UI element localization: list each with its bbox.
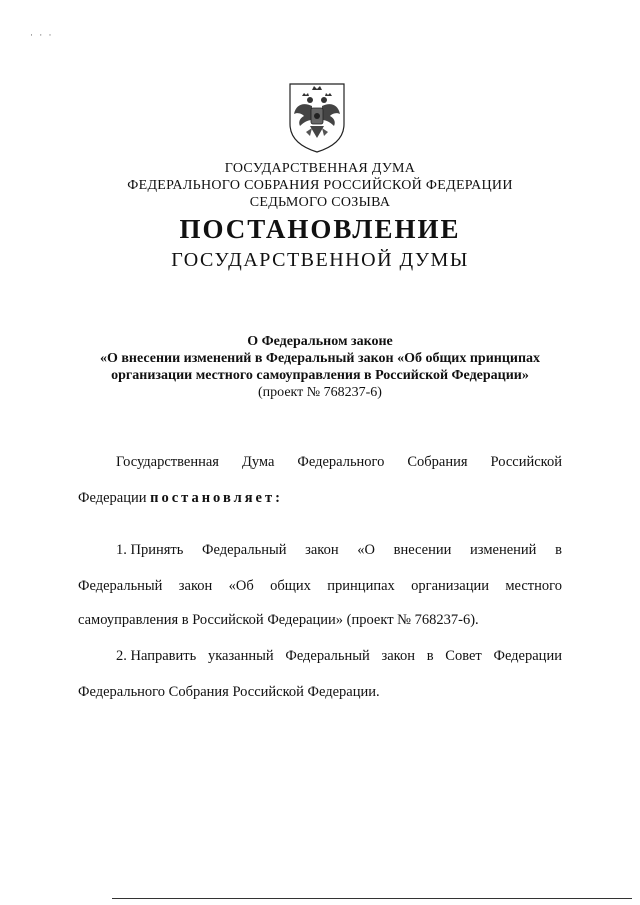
subject-project-number: (проект № 768237-6) xyxy=(258,385,382,400)
item1-line-3: самоуправления в Российской Федерации» (проект № 768237-6). xyxy=(78,612,479,628)
subject-line-1: О Федеральном законе xyxy=(247,334,393,349)
issuer-line-2: ФЕДЕРАЛЬНОГО СОБРАНИЯ РОССИЙСКОЙ ФЕДЕРАЦИИ xyxy=(127,178,513,193)
word: 1. Принять xyxy=(116,542,184,558)
word: закон xyxy=(381,648,415,664)
document-title: ПОСТАНОВЛЕНИЕ xyxy=(179,214,461,244)
word: закон xyxy=(178,578,213,594)
word: Федеральный xyxy=(285,648,370,664)
issuer-line-1: ГОСУДАРСТВЕННАЯ ДУМА xyxy=(224,161,416,176)
word: Федеральный xyxy=(202,542,287,558)
word: Федерального xyxy=(297,454,385,470)
subject-line-3: организации местного самоуправления в Российской Федерации» xyxy=(111,368,529,383)
word: организации xyxy=(411,578,489,594)
word: в xyxy=(555,542,562,558)
word: Федеральный xyxy=(78,578,163,594)
scan-artifact: · · · xyxy=(30,30,54,40)
word: «О xyxy=(357,542,375,558)
item2-line-2: Федерального Собрания Российской Федерации. xyxy=(78,684,380,700)
word: 2. Направить xyxy=(116,648,197,664)
preamble-line-1 xyxy=(116,454,562,471)
bottom-divider xyxy=(112,898,632,899)
word: указанный xyxy=(207,648,274,664)
word: Совет xyxy=(445,648,482,664)
word: общих xyxy=(270,578,311,594)
issuer-header xyxy=(0,160,640,211)
word: Государственная xyxy=(116,454,219,470)
preamble-line-2 xyxy=(78,490,562,507)
preamble-verb: постановляет: xyxy=(150,490,283,506)
issuer-line-3: СЕДЬМОГО СОЗЫВА xyxy=(249,195,391,210)
word: местного xyxy=(505,578,562,594)
word: «Об xyxy=(228,578,254,594)
word: изменений xyxy=(470,542,537,558)
russian-coat-of-arms-icon xyxy=(282,80,352,154)
word: в xyxy=(426,648,434,664)
word: Собрания xyxy=(407,454,468,470)
word: Российской xyxy=(490,454,562,470)
word: закон xyxy=(305,542,339,558)
word: Дума xyxy=(241,454,275,470)
item2-line-1 xyxy=(116,648,562,665)
word: принципах xyxy=(327,578,395,594)
subject-line-2: «О внесении изменений в Федеральный закон «Об общих принципах xyxy=(99,351,541,366)
item1-line-1 xyxy=(116,542,562,559)
preamble-subject: Федерации xyxy=(78,490,147,506)
word: Федерации xyxy=(493,648,562,664)
item1-line-2 xyxy=(78,578,562,595)
document-subtitle: ГОСУДАРСТВЕННОЙ ДУМЫ xyxy=(171,249,469,271)
resolution-subject xyxy=(0,333,640,401)
word: внесении xyxy=(393,542,452,558)
